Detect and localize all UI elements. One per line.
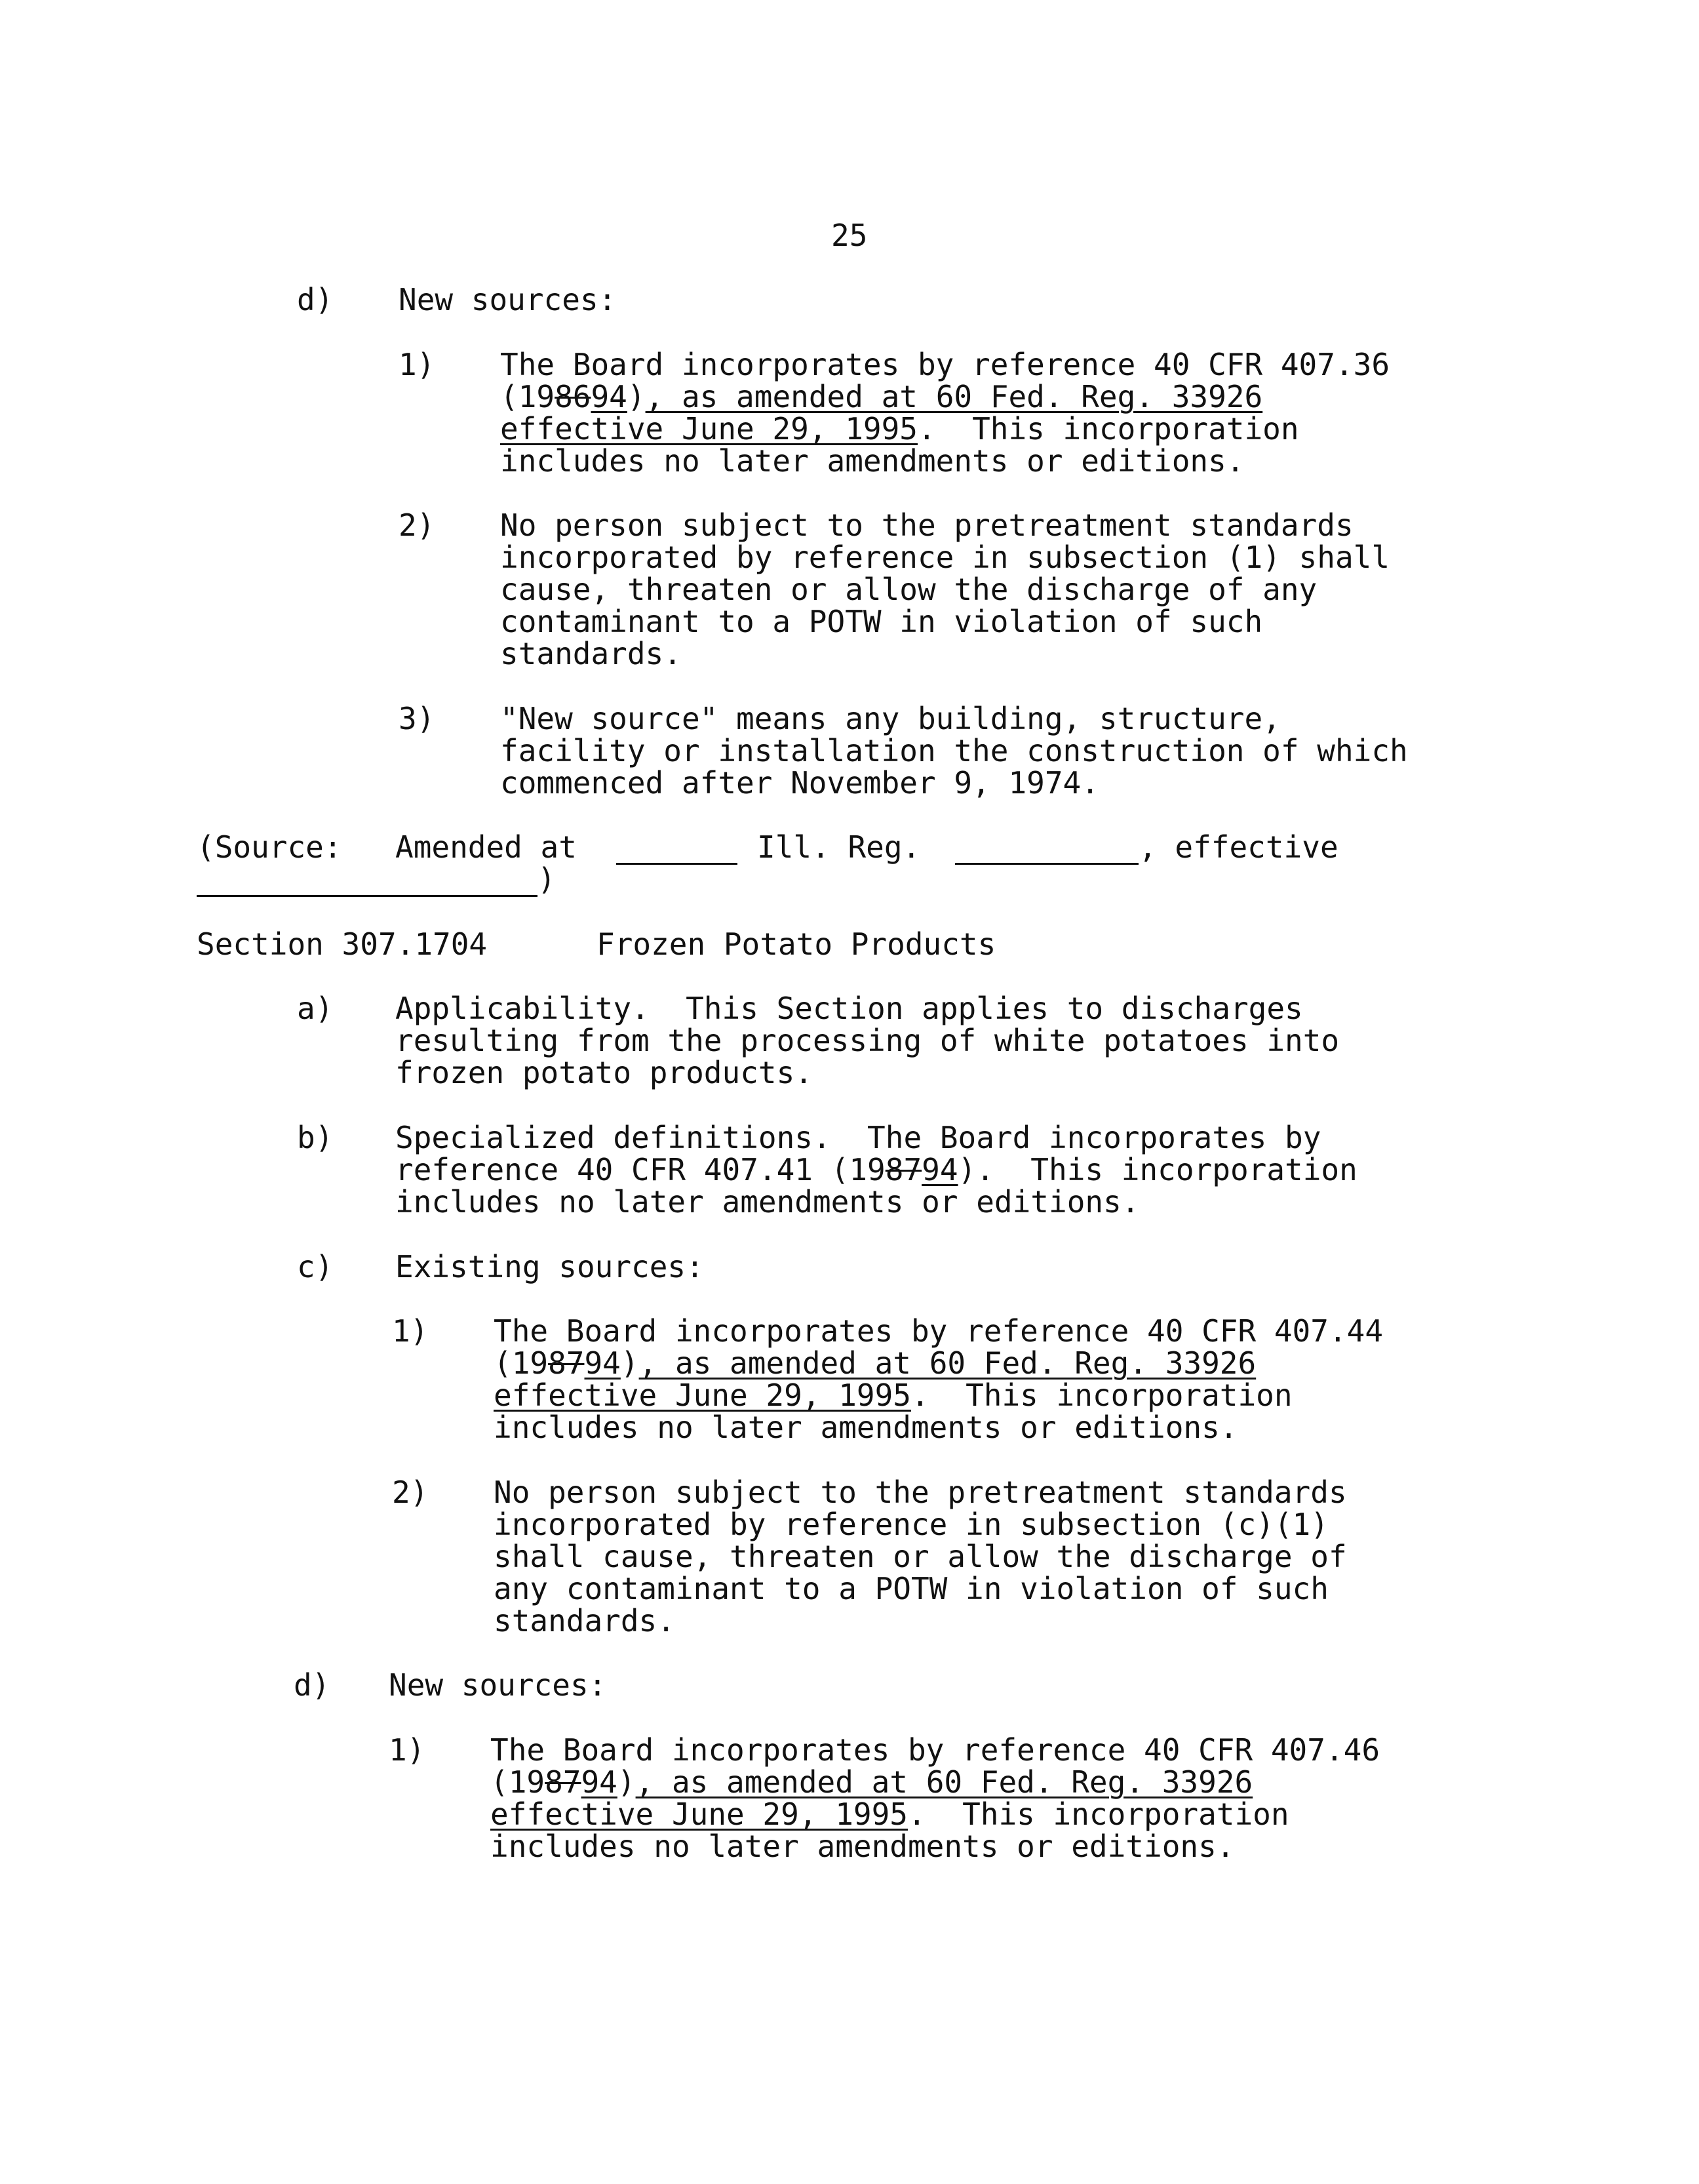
subsection-label-b: b) [297,1120,334,1155]
paragraph-line: No person subject to the pretreatment standards [500,507,1354,543]
inserted-text: 94 [584,1345,621,1381]
subsection-label-d: d) [294,1667,330,1703]
paragraph-line: standards. [494,1603,675,1638]
inserted-text: effective June 29, 1995 [490,1797,908,1832]
paragraph-line: any contaminant to a POTW in violation of such [494,1571,1329,1606]
paragraph-line [490,1766,1253,1798]
text-fragment: (19 [490,1764,545,1800]
paragraph-line: incorporated by reference in subsection (1) shall [500,540,1390,575]
inserted-text: 94 [922,1152,958,1187]
text-fragment: . This incorporation [907,1797,1289,1832]
struck-text: 87 [545,1764,581,1800]
inserted-text: , as amended at 60 Fed. Reg. 33926 [638,1345,1257,1381]
paragraph-line [494,1380,1293,1412]
subsection-heading: New sources: [389,1667,607,1703]
subsection-label-c: c) [297,1249,334,1284]
paragraph-line: Applicability. This Section applies to discharges [395,991,1303,1026]
source-amended-at: Amended at [395,829,577,865]
text-fragment: (19 [500,379,555,414]
text-fragment: ) [617,1764,636,1800]
item-label: 1) [399,347,435,382]
blank-line [955,838,1139,865]
paragraph-line [500,413,1299,445]
paragraph-line: Specialized definitions. The Board incorporates by [395,1120,1321,1155]
text-fragment: . This incorporation [910,1378,1293,1413]
subsection-heading: Existing sources: [395,1249,704,1284]
paragraph-line: includes no later amendments or editions. [500,443,1245,479]
item-label: 2) [392,1475,429,1510]
text-fragment: (19 [494,1345,549,1381]
paragraph-line: frozen potato products. [395,1055,813,1090]
inserted-text: 94 [581,1764,617,1800]
inserted-text: effective June 29, 1995 [500,411,918,447]
source-close: ) [537,862,556,897]
inserted-text: , as amended at 60 Fed. Reg. 33926 [635,1764,1253,1800]
text-fragment: . This incorporation [917,411,1299,447]
paragraph-line: includes no later amendments or editions. [395,1184,1140,1220]
section-title: Frozen Potato Products [596,926,996,962]
paragraph-line: cause, threaten or allow the discharge of any [500,572,1318,607]
text-fragment: ). This incorporation [958,1152,1357,1187]
struck-text: 86 [555,379,591,414]
inserted-text: , as amended at 60 Fed. Reg. 33926 [645,379,1263,414]
paragraph-line [490,1798,1289,1831]
source-ill-reg: Ill. Reg. [757,829,921,865]
text-fragment: ) [620,1345,639,1381]
subsection-heading: New sources: [399,282,617,317]
paragraph-line: commenced after November 9, 1974. [500,765,1099,801]
paragraph-line: shall cause, threaten or allow the discharge of [494,1539,1347,1574]
paragraph-line: incorporated by reference in subsection (c)(1) [494,1507,1329,1542]
page-number: 25 [831,218,868,253]
source-prefix: (Source: [197,829,342,865]
text-fragment: reference 40 CFR 407.41 (19 [395,1152,886,1187]
subsection-label-a: a) [297,991,334,1026]
paragraph-line: includes no later amendments or editions. [490,1829,1235,1864]
paragraph-line [494,1347,1256,1380]
item-label: 2) [399,507,435,543]
paragraph-line [395,1154,1357,1186]
text-fragment: ) [627,379,646,414]
paragraph-line: The Board incorporates by reference 40 CFR 407.46 [490,1732,1380,1768]
inserted-text: effective June 29, 1995 [494,1378,911,1413]
paragraph-line: No person subject to the pretreatment standards [494,1475,1347,1510]
struck-text: 87 [885,1152,922,1187]
source-effective: , effective [1139,829,1338,865]
item-label: 1) [392,1313,429,1349]
paragraph-line: The Board incorporates by reference 40 CFR 407.36 [500,347,1390,382]
blank-line [197,870,537,897]
paragraph-line: resulting from the processing of white potatoes into [395,1023,1340,1058]
inserted-text: 94 [591,379,627,414]
paragraph-line: includes no later amendments or editions. [494,1410,1238,1445]
item-label: 3) [399,701,435,736]
subsection-label-d: d) [297,282,334,317]
section-number: Section 307.1704 [197,926,488,962]
paragraph-line: standards. [500,636,682,671]
item-label: 1) [389,1732,425,1768]
blank-line [616,838,737,865]
struck-text: 87 [548,1345,585,1381]
paragraph-line: facility or installation the construction of which [500,733,1408,768]
paragraph-line: contaminant to a POTW in violation of such [500,604,1263,639]
paragraph-line [500,381,1262,413]
paragraph-line: "New source" means any building, structure, [500,701,1281,736]
paragraph-line: The Board incorporates by reference 40 CFR 407.44 [494,1313,1384,1349]
